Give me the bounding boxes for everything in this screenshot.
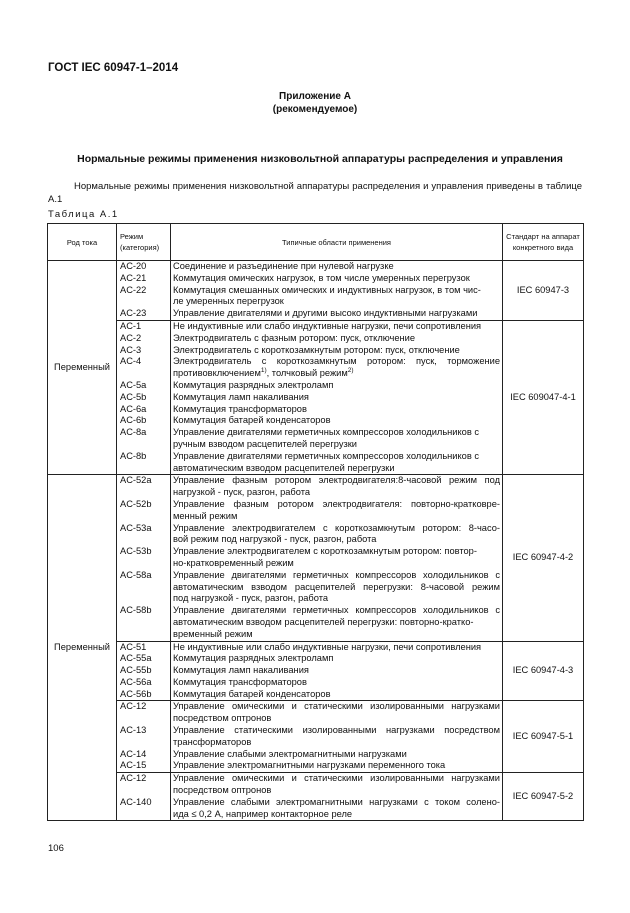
application-text: Не индуктивные или слабо индуктивные нагрузки, печи сопротивления bbox=[173, 320, 482, 331]
current-type-cell: Переменный bbox=[48, 261, 117, 475]
footnote-marker: 1) bbox=[260, 367, 267, 375]
application-text: Управление фазным ротором электродвигателя: повторно-кратковре- bbox=[173, 498, 500, 509]
application-text: Управление статическими изолированными нагрузками посредством bbox=[173, 725, 500, 736]
application-text: Управление электромагнитными нагрузками переменного тока bbox=[173, 760, 446, 771]
application-text: под нагрузкой - пуск, разгон, работа bbox=[173, 593, 329, 604]
standard-cell: IEC 60947-4-3 bbox=[503, 641, 584, 701]
category-code: AC-6a bbox=[120, 403, 147, 414]
application-text: Электродвигатель с короткозамкнутым ротором: пуск, отключение bbox=[173, 344, 460, 355]
applications-cell bbox=[171, 261, 503, 321]
application-line bbox=[173, 749, 500, 761]
application-line bbox=[173, 463, 500, 475]
application-line bbox=[173, 451, 500, 463]
category-code: AC-20 bbox=[120, 261, 147, 271]
column-header-category: Режим (категория) bbox=[117, 224, 171, 261]
application-line bbox=[173, 725, 500, 737]
category-codes-cell bbox=[117, 475, 171, 641]
column-header-standard: Стандарт на аппарат конкретного вида bbox=[503, 224, 584, 261]
appendix-subtitle: (рекомендуемое) bbox=[272, 104, 358, 115]
application-text: Управление электродвигателем с короткозамкнутым ротором: 8-часо- bbox=[173, 522, 500, 533]
application-text: Коммутация омических нагрузок, в том числе умеренных перегрузок bbox=[173, 272, 470, 283]
table-row bbox=[48, 641, 584, 701]
application-text: Управление двигателями герметичных компрессоров холодильников с bbox=[173, 605, 500, 616]
category-code: AC-22 bbox=[120, 284, 147, 295]
application-line bbox=[173, 737, 500, 749]
application-text: Управление слабыми электромагнитными нагрузками bbox=[173, 748, 407, 759]
application-line bbox=[173, 404, 500, 416]
applications-cell bbox=[171, 641, 503, 701]
application-text: Соединение и разъединение при нулевой нагрузке bbox=[173, 261, 394, 271]
category-code: AC-51 bbox=[120, 641, 147, 652]
applications-cell bbox=[171, 320, 503, 474]
application-line bbox=[173, 593, 500, 605]
category-code: AC-23 bbox=[120, 308, 147, 319]
application-line bbox=[173, 523, 500, 535]
category-code: AC-58a bbox=[120, 569, 152, 580]
application-text: трансформаторов bbox=[173, 736, 252, 747]
application-text: Коммутация батарей конденсаторов bbox=[173, 415, 331, 426]
application-line bbox=[173, 653, 500, 665]
appendix-title: Приложение А bbox=[279, 91, 351, 102]
application-line bbox=[173, 629, 500, 641]
application-text: противовключением bbox=[173, 368, 261, 379]
application-line bbox=[173, 570, 500, 582]
application-line bbox=[173, 785, 500, 797]
application-line bbox=[173, 380, 500, 392]
application-line bbox=[173, 368, 500, 380]
category-codes-cell bbox=[117, 320, 171, 474]
category-code: AC-1 bbox=[120, 320, 142, 331]
category-code: AC-53a bbox=[120, 522, 152, 533]
document-header: ГОСТ IEC 60947-1–2014 bbox=[48, 62, 179, 74]
table-row bbox=[48, 261, 584, 321]
applications-cell bbox=[171, 773, 503, 821]
applications-cell bbox=[171, 475, 503, 641]
application-text: Электродвигатель с фазным ротором: пуск, отключение bbox=[173, 332, 416, 343]
application-text: Управление омическими и статическими изолированными нагрузками bbox=[173, 701, 500, 712]
application-text: Коммутация разрядных электроламп bbox=[173, 653, 334, 664]
application-text: Коммутация разрядных электроламп bbox=[173, 379, 334, 390]
application-text: временный режим bbox=[173, 628, 253, 639]
application-text: Коммутация трансформаторов bbox=[173, 676, 307, 687]
application-line bbox=[173, 285, 500, 297]
application-line bbox=[173, 582, 500, 594]
current-type-cell: Переменный bbox=[48, 475, 117, 821]
category-codes-cell bbox=[117, 773, 171, 821]
page-number: 106 bbox=[48, 843, 64, 854]
standard-cell: IEC 60947-5-1 bbox=[503, 701, 584, 773]
application-text: посредством оптронов bbox=[173, 785, 272, 796]
category-codes-cell bbox=[117, 261, 171, 321]
application-line bbox=[173, 809, 500, 821]
application-line bbox=[173, 273, 500, 285]
application-text: менный режим bbox=[173, 510, 238, 521]
application-line bbox=[173, 427, 500, 439]
application-text: Коммутация ламп накаливания bbox=[173, 665, 309, 676]
category-code: AC-5a bbox=[120, 379, 147, 390]
application-line bbox=[173, 345, 500, 357]
application-line bbox=[173, 321, 500, 333]
table-header-row bbox=[48, 224, 584, 261]
standard-cell: IEC 60947-3 bbox=[503, 261, 584, 321]
intro-paragraph: Нормальные режимы применения низковольтной аппаратуры распределения и управления приведены в таблице А.1 bbox=[48, 181, 582, 205]
column-header-applications: Типичные области применения bbox=[171, 224, 503, 261]
application-line bbox=[173, 665, 500, 677]
table-row bbox=[48, 320, 584, 474]
application-line bbox=[173, 689, 500, 701]
application-text: Управление двигателями герметичных компрессоров холодильников с bbox=[173, 569, 500, 580]
application-text: Не индуктивные или слабо индуктивные нагрузки, печи сопротивления bbox=[173, 641, 482, 652]
application-line bbox=[173, 415, 500, 427]
application-line bbox=[173, 546, 500, 558]
standard-cell: IEC 609047-4-1 bbox=[503, 320, 584, 474]
category-code: AC-2 bbox=[120, 332, 142, 343]
category-code: AC-15 bbox=[120, 760, 147, 771]
table-caption: Таблица А.1 bbox=[48, 209, 119, 220]
application-text: , толчковый режим bbox=[266, 368, 348, 379]
application-line bbox=[173, 356, 500, 368]
application-line bbox=[173, 511, 500, 523]
category-code: AC-8b bbox=[120, 450, 147, 461]
category-code: AC-12 bbox=[120, 773, 147, 784]
category-code: AC-12 bbox=[120, 701, 147, 712]
application-text: Управление слабыми электромагнитными нагрузками с током солено- bbox=[173, 796, 500, 807]
application-text: Управление электродвигателем с короткозамкнутым ротором: повтор- bbox=[173, 546, 477, 557]
application-text: Электродвигатель с короткозамкнутым ротором: пуск, торможение bbox=[173, 356, 500, 367]
application-line bbox=[173, 677, 500, 689]
category-code: AC-4 bbox=[120, 356, 142, 367]
category-code: AC-3 bbox=[120, 344, 142, 355]
category-code: AC-14 bbox=[120, 748, 147, 759]
category-code: AC-6b bbox=[120, 415, 147, 426]
application-text: Коммутация трансформаторов bbox=[173, 403, 307, 414]
application-text: автоматическим взводом расцепителей перегрузки bbox=[173, 462, 395, 473]
application-line bbox=[173, 439, 500, 451]
application-line bbox=[173, 760, 500, 772]
application-line bbox=[173, 534, 500, 546]
column-header-current: Род тока bbox=[48, 224, 117, 261]
standard-cell: IEC 60947-4-2 bbox=[503, 475, 584, 641]
application-line bbox=[173, 296, 500, 308]
application-text: Управление фазным ротором электродвигателя:8-часовой режим под bbox=[173, 475, 500, 486]
application-text: но-кратковременный режим bbox=[173, 557, 294, 568]
category-code: AC-56b bbox=[120, 688, 152, 699]
category-code: AC-53b bbox=[120, 546, 152, 557]
category-code: AC-5b bbox=[120, 391, 147, 402]
application-text: ле умеренных перегрузок bbox=[173, 296, 284, 307]
application-text: Коммутация батарей конденсаторов bbox=[173, 688, 331, 699]
table-row bbox=[48, 773, 584, 821]
application-categories-table bbox=[47, 223, 584, 821]
application-line bbox=[173, 617, 500, 629]
application-line bbox=[173, 797, 500, 809]
application-text: автоматическим взводом расцепителей перегрузки: повторно-кратко- bbox=[173, 616, 474, 627]
application-line bbox=[173, 499, 500, 511]
application-line bbox=[173, 642, 500, 654]
application-line bbox=[173, 701, 500, 713]
category-codes-cell bbox=[117, 701, 171, 773]
category-code: AC-55a bbox=[120, 653, 152, 664]
category-code: AC-55b bbox=[120, 665, 152, 676]
application-text: ручным взводом расцепителей перегрузки bbox=[173, 438, 357, 449]
application-text: Управление двигателями герметичных компрессоров холодильников с bbox=[173, 450, 480, 461]
application-line bbox=[173, 773, 500, 785]
category-code: AC-8a bbox=[120, 427, 147, 438]
application-line bbox=[173, 713, 500, 725]
application-text: Коммутация ламп накаливания bbox=[173, 391, 309, 402]
application-text: нагрузкой - пуск, разгон, работа bbox=[173, 487, 311, 498]
application-line bbox=[173, 475, 500, 487]
section-title: Нормальные режимы применения низковольтной аппаратуры распределения и управления bbox=[77, 153, 563, 165]
application-line bbox=[173, 392, 500, 404]
category-code: AC-21 bbox=[120, 272, 147, 283]
standard-cell: IEC 60947-5-2 bbox=[503, 773, 584, 821]
category-code: AC-52b bbox=[120, 498, 152, 509]
application-text: Управление омическими и статическими изолированными нагрузками bbox=[173, 773, 500, 784]
category-code: AC-56a bbox=[120, 676, 152, 687]
application-text: вой режим под нагрузкой - пуск, разгон, работа bbox=[173, 534, 377, 545]
category-code: AC-13 bbox=[120, 725, 147, 736]
application-text: посредством оптронов bbox=[173, 713, 272, 724]
category-codes-cell bbox=[117, 641, 171, 701]
application-line bbox=[173, 605, 500, 617]
table-row bbox=[48, 701, 584, 773]
application-line bbox=[173, 261, 500, 273]
application-text: автоматическим взводом расцепителей перегрузки: 8-часовой режим bbox=[173, 581, 500, 592]
application-line bbox=[173, 308, 500, 320]
category-code: AC-140 bbox=[120, 796, 152, 807]
application-text: Управление двигателями герметичных компрессоров холодильников с bbox=[173, 427, 480, 438]
application-text: Коммутация смешанных омических и индуктивных нагрузок, в том чис- bbox=[173, 284, 481, 295]
application-text: ида ≤ 0,2 А, например контакторное реле bbox=[173, 808, 353, 819]
applications-cell bbox=[171, 701, 503, 773]
application-line bbox=[173, 333, 500, 345]
application-text: Управление двигателями и другими высоко индуктивными нагрузками bbox=[173, 308, 478, 319]
application-line bbox=[173, 487, 500, 499]
footnote-marker: 2) bbox=[347, 367, 354, 375]
application-line bbox=[173, 558, 500, 570]
table-row bbox=[48, 475, 584, 641]
category-code: AC-58b bbox=[120, 605, 152, 616]
category-code: AC-52a bbox=[120, 475, 152, 486]
